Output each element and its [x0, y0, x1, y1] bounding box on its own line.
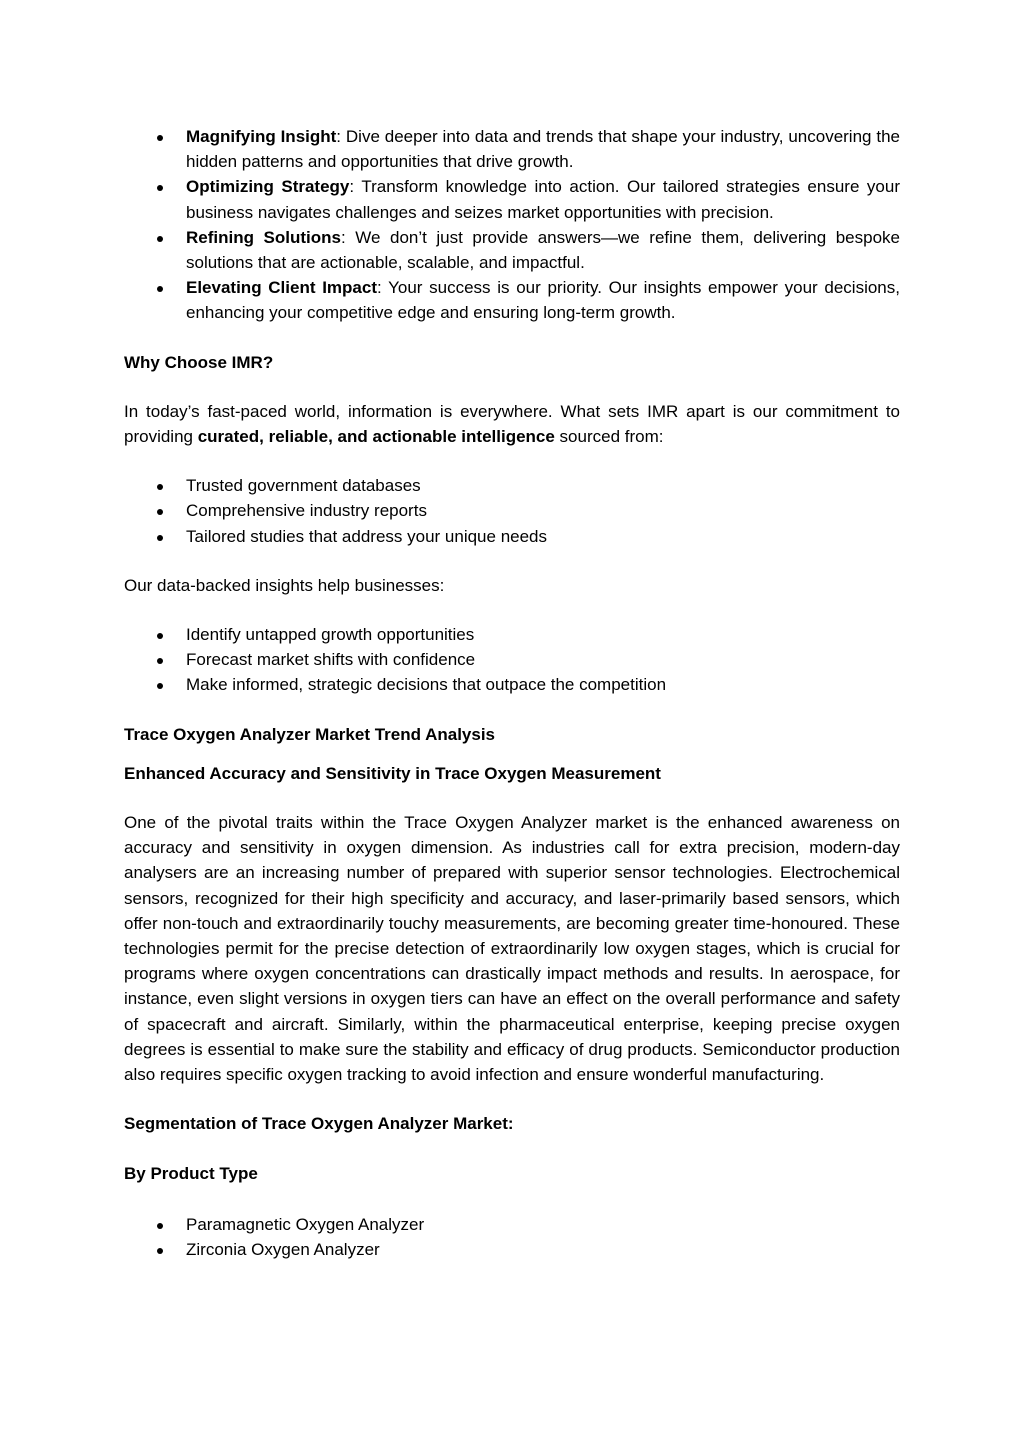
product-type-list [124, 1212, 900, 1262]
list-item-text: Identify untapped growth opportunities [186, 625, 475, 645]
why-text-bold: curated, reliable, and actionable intelligence [197, 427, 555, 447]
bullet-icon [157, 236, 163, 242]
why-text-before: In today’s fast-paced world, information is everywhere. What sets IMR apart is our commitment to providing [124, 401, 900, 447]
list-item [124, 473, 900, 498]
list-item [124, 647, 900, 672]
bullet-icon [157, 658, 163, 664]
bullet-icon [157, 683, 163, 689]
bullet-icon [157, 1223, 163, 1229]
list-item [124, 622, 900, 647]
bullet-text: : Dive deeper into data and trends that shape your industry, uncovering the hidden patterns and opportunities that drive growth. [186, 127, 900, 172]
list-item-text: Make informed, strategic decisions that outpace the competition [186, 675, 667, 695]
list-item-text: Zirconia Oxygen Analyzer [186, 1239, 380, 1259]
intro-bullet-list [124, 124, 900, 326]
bullet-term: Optimizing Strategy [186, 177, 350, 197]
sources-list [124, 473, 900, 549]
bullet-icon [157, 535, 163, 541]
bullet-icon [157, 509, 163, 515]
list-item-text: Forecast market shifts with confidence [186, 650, 476, 670]
bullet-icon [157, 135, 163, 141]
list-item-text: Comprehensive industry reports [186, 501, 427, 521]
why-paragraph [124, 399, 900, 449]
why-text-after: sourced from: [554, 427, 664, 447]
helps-list [124, 622, 900, 698]
list-item [124, 124, 900, 174]
list-item [124, 1212, 900, 1237]
bullet-text: : Transform knowledge into action. Our tailored strategies ensure your business navigates challenges and seizes market opportunities with precision. [186, 177, 900, 222]
document-page [124, 124, 900, 1262]
accuracy-paragraph: One of the pivotal traits within the Trace Oxygen Analyzer market is the enhanced awareness on accuracy and sensitivity in oxygen dimension. As industries call for extra precision, modern-day analysers are an increasing number of prepared with superior sensor technologies. Electrochemical sensors, recognized for their high specificity and accuracy, and laser-primarily based sensors, which offer non-touch and extraordinarily touchy measurements, are becoming greater time-honoured. These technologies permit for the precise detection of extraordinarily low oxygen stages, which is crucial for programs where oxygen concentrations can drastically impact methods and results. In aerospace, for instance, even slight versions in oxygen tiers can have an effect on the overall performance and safety of spacecraft and aircraft. Similarly, within the pharmaceutical enterprise, keeping precise oxygen degrees is essential to make sure the stability and efficacy of drug products. Semiconductor production also requires specific oxygen tracking to avoid infection and ensure wonderful manufacturing. [124, 813, 900, 1085]
segmentation-heading: Segmentation of Trace Oxygen Analyzer Market: [124, 1114, 514, 1134]
list-item [124, 672, 900, 697]
trend-heading: Trace Oxygen Analyzer Market Trend Analysis [124, 724, 496, 744]
list-item [124, 174, 900, 224]
bullet-text: : Your success is our priority. Our insights empower your decisions, enhancing your competitive edge and ensuring long-term growth. [186, 278, 900, 323]
list-item [124, 498, 900, 523]
list-item [124, 225, 900, 275]
helps-intro: Our data-backed insights help businesses: [124, 575, 445, 595]
bullet-term: Elevating Client Impact [186, 278, 377, 298]
bullet-term: Refining Solutions [186, 227, 341, 247]
product-type-heading: By Product Type [124, 1163, 258, 1183]
list-item [124, 524, 900, 549]
list-item-text: Trusted government databases [186, 476, 421, 496]
bullet-text: : We don’t just provide answers—we refine them, delivering bespoke solutions that are actionable, scalable, and impactful. [186, 227, 900, 273]
bullet-icon [157, 1248, 163, 1254]
bullet-icon [157, 185, 163, 191]
bullet-icon [157, 633, 163, 639]
bullet-icon [157, 484, 163, 490]
bullet-icon [157, 286, 163, 292]
list-item [124, 275, 900, 325]
list-item-text: Tailored studies that address your unique needs [186, 526, 548, 546]
list-item-text: Paramagnetic Oxygen Analyzer [186, 1214, 425, 1234]
accuracy-heading: Enhanced Accuracy and Sensitivity in Trace Oxygen Measurement [124, 763, 661, 783]
bullet-term: Magnifying Insight [186, 127, 337, 146]
list-item [124, 1237, 900, 1262]
why-heading: Why Choose IMR? [124, 352, 274, 372]
